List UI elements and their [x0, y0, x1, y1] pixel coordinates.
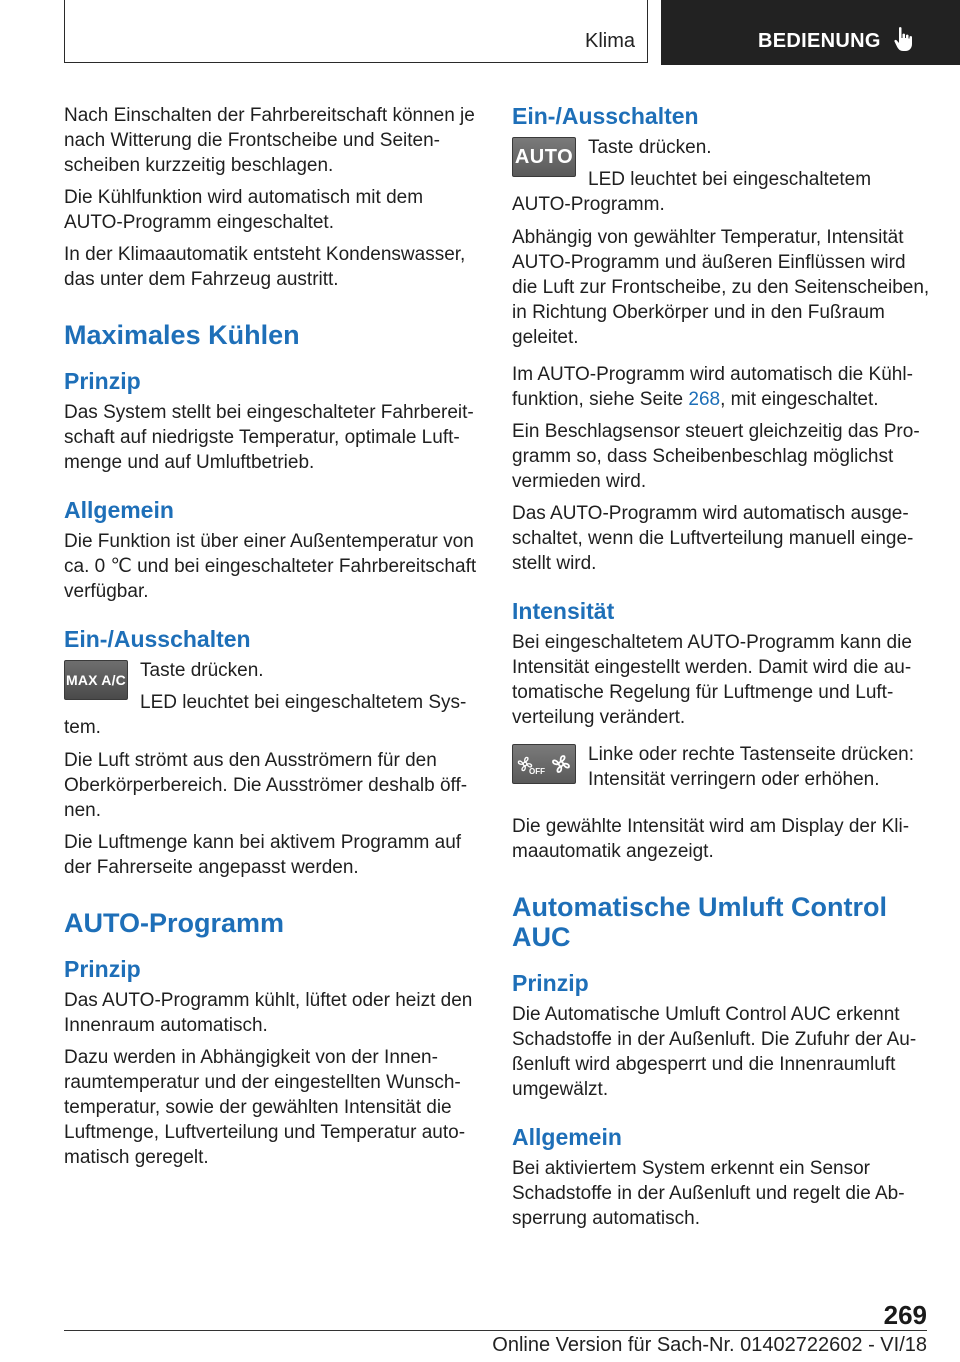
footer-rule — [64, 1330, 927, 1331]
fan-intensity-button-icon — [512, 744, 576, 784]
luftmenge-paragraph: Die Luftmenge kann bei aktivem Programm auf der Fahrerseite angepasst werden. — [64, 832, 462, 878]
auto-key-row — [512, 135, 930, 217]
max-ac-button-icon — [64, 660, 128, 700]
page-number: 269 — [883, 1300, 927, 1330]
fan-large-icon — [550, 753, 572, 775]
intro-paragraph: Nach Einschalten der Fahrbereitschaft können je nach Witterung die Frontscheibe und Seitenscheiben kurzzeitig beschlagen. — [64, 105, 475, 176]
auto-key-label: AUTO — [514, 145, 574, 168]
heading-auc: Automatische Umluft Control AUC — [512, 892, 887, 952]
led-text: LED leuchtet bei eingeschaltetem AUTO-Programm. — [512, 169, 872, 215]
heading-allgemein: Allgemein — [512, 1124, 622, 1150]
prinzip-paragraph: Das AUTO-Programm kühlt, lüftet oder heizt den Innenraum automatisch. — [64, 990, 473, 1036]
heading-prinzip: Prinzip — [64, 956, 141, 982]
kuehlfunktion-paragraph: Im AUTO-Programm wird automatisch die Kühlfunktion, siehe Seite 268, mit eingeschaltet. — [512, 364, 913, 410]
header-frame — [64, 0, 648, 63]
taste-druecken-text: Taste drücken. — [140, 660, 264, 681]
tastenseite-text: Linke oder rechte Tastenseite drücken: Intensität verringern oder erhöhen. — [588, 744, 915, 790]
fan-off-label: OFF — [528, 766, 545, 776]
chapter-tab — [661, 0, 960, 65]
intro-paragraph: In der Klimaautomatik entsteht Kondenswasser, das unter dem Fahrzeug austritt. — [64, 244, 466, 290]
allgemein-paragraph: Bei aktiviertem System erkennt ein Sensor Schadstoffe in der Außenluft und regelt die Absperrung automatisch. — [512, 1158, 905, 1229]
max-ac-key-label: MAX A/C — [66, 672, 126, 688]
prinzip-paragraph: Das System stellt bei eingeschalteter Fahrbereitschaft auf niedrigste Temperatur, optimale Luftmenge und auf Umluftbetrieb. — [64, 402, 474, 473]
allgemein-paragraph: Die Funktion ist über einer Außentemperatur von ca. 0 ℃ und bei eingeschalteter Fahrbereitschaft verfügbar. — [64, 531, 477, 602]
led-text: LED leuchtet bei eingeschaltetem System. — [64, 692, 467, 738]
abhaengig-paragraph: Abhängig von gewählter Temperatur, Intensität AUTO-Programm und äußeren Einflüssen wird die Luft zur Frontscheibe, zu den Seitenscheiben, in Richtung Oberkörper und in den Fußraum geleitet. — [512, 227, 930, 348]
intensitaet-paragraph: Bei eingeschaltetem AUTO-Programm kann die Intensität eingestellt werden. Damit wird die automatische Regelung für Luftmenge und Luftverteilung verändert. — [512, 632, 912, 728]
luft-paragraph: Die Luft strömt aus den Ausströmern für den Oberkörperbereich. Die Ausströmer deshalb öffnen. — [64, 750, 468, 821]
heading-prinzip: Prinzip — [64, 368, 141, 394]
page-reference-link[interactable]: 268 — [688, 389, 721, 410]
left-column — [64, 103, 482, 1177]
sensor-paragraph: Ein Beschlagsensor steuert gleichzeitig das Programm so, dass Scheibenbeschlag möglichst vermieden wird. — [512, 421, 920, 492]
intro-paragraph: Die Kühlfunktion wird automatisch mit dem AUTO-Programm eingeschaltet. — [64, 187, 424, 233]
heading-ein-ausschalten: Ein-/Ausschalten — [64, 626, 251, 652]
heading-allgemein: Allgemein — [64, 497, 174, 523]
dazu-paragraph: Dazu werden in Abhängigkeit von der Innenraumtemperatur und der eingestellten Wunschtemperatur, sowie der gewählten Intensität die Luftmenge, Luftverteilung und Temperatur automatisch geregelt. — [64, 1047, 466, 1168]
hand-pointer-icon — [893, 26, 915, 52]
footer-text: Online Version für Sach-Nr. 01402722602 - VI/18 — [492, 1334, 927, 1356]
chapter-label: BEDIENUNG — [758, 30, 881, 52]
max-ac-key-row — [64, 658, 482, 740]
right-column — [512, 103, 930, 1238]
ausgeschaltet-paragraph: Das AUTO-Programm wird automatisch ausgeschaltet, wenn die Luftverteilung manuell eingestellt wird. — [512, 503, 914, 574]
display-paragraph: Die gewählte Intensität wird am Display der Klimaautomatik angezeigt. — [512, 816, 910, 862]
heading-maximales-kuehlen: Maximales Kühlen — [64, 320, 300, 350]
heading-intensitaet: Intensität — [512, 598, 615, 624]
heading-ein-ausschalten: Ein-/Ausschalten — [512, 103, 699, 129]
heading-auto-programm: AUTO-Programm — [64, 908, 285, 938]
heading-prinzip: Prinzip — [512, 970, 589, 996]
prinzip-paragraph: Die Automatische Umluft Control AUC erkennt Schadstoffe in der Außenluft. Die Zufuhr der Außenluft wird abgesperrt und die Innenraumluft umgewälzt. — [512, 1004, 917, 1100]
section-title: Klima — [584, 30, 635, 52]
fan-key-row — [512, 742, 930, 802]
auto-button-icon — [512, 137, 576, 177]
taste-druecken-text: Taste drücken. — [588, 137, 712, 158]
